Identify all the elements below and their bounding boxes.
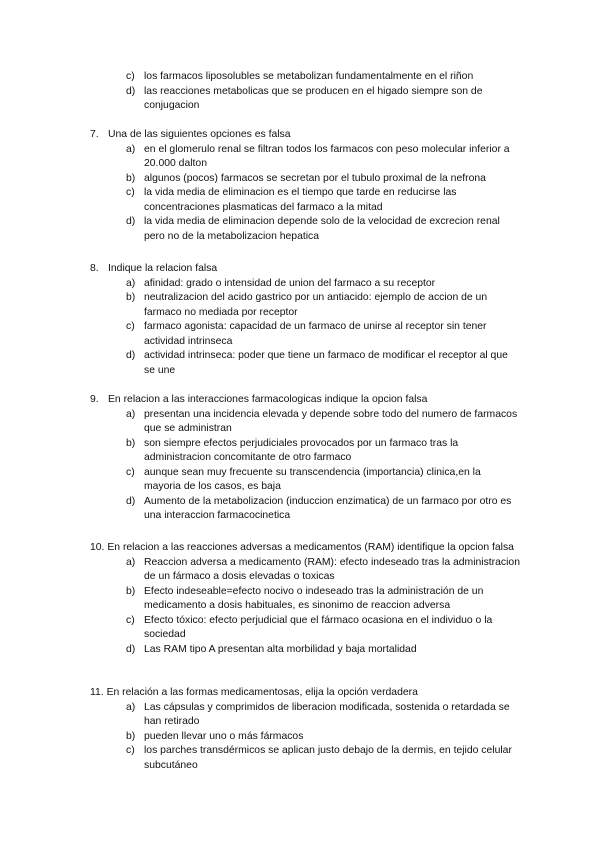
question-number: 10. xyxy=(90,542,105,553)
option-text: los farmacos liposolubles se metabolizan fundamentalmente en el riñon xyxy=(144,71,474,82)
option-item xyxy=(108,437,600,466)
option-text: neutralizacion del acido gastrico por un antiacido: ejemplo de accion de un farmaco no mediada por receptor xyxy=(144,292,488,318)
option-item xyxy=(108,643,600,658)
option-item xyxy=(108,585,600,614)
option-letter: c) xyxy=(126,321,135,332)
option-text: la vida media de eliminacion es el tiempo que tarde en reducirse las concentraciones plasmaticas del farmaco a la mitad xyxy=(144,187,457,213)
question-text: En relación a las formas medicamentosas, elija la opción verdadera xyxy=(106,687,418,698)
option-letter: d) xyxy=(126,85,136,97)
option-text: Las RAM tipo A presentan alta morbilidad y baja mortalidad xyxy=(144,643,417,655)
option-letter: b) xyxy=(126,292,136,303)
option-letter: c) xyxy=(126,187,135,198)
option-letter: c) xyxy=(126,614,135,626)
option-item xyxy=(108,614,600,643)
option-letter: c) xyxy=(126,466,135,478)
question-text: En relacion a las interacciones farmacologicas indique la opcion falsa xyxy=(108,394,428,405)
option-letter: b) xyxy=(126,437,136,449)
option-text: farmaco agonista: capacidad de un farmaco de unirse al receptor sin tener actividad intrinseca xyxy=(144,321,487,347)
question-text: Una de las siguientes opciones es falsa xyxy=(108,129,291,140)
option-text: Efecto tóxico: efecto perjudicial que el fármaco ocasiona en el individuo o la sociedad xyxy=(144,614,493,640)
option-item xyxy=(108,85,600,114)
option-text: pueden llevar uno o más fármacos xyxy=(144,730,304,742)
option-text: actividad intrinseca: poder que tiene un farmaco de modificar el receptor al que se une xyxy=(144,350,508,376)
option-text: los parches transdérmicos se aplican justo debajo de la dermis, en tejido celular subcutáneo xyxy=(144,745,512,771)
option-item xyxy=(108,291,600,320)
option-letter: c) xyxy=(126,745,135,756)
option-item xyxy=(108,408,600,437)
option-letter: a) xyxy=(126,143,136,155)
option-item xyxy=(108,172,600,187)
question-text-wrap xyxy=(90,686,530,701)
option-letter: c) xyxy=(126,71,135,82)
option-letter: a) xyxy=(126,556,136,568)
option-letter: a) xyxy=(126,701,136,713)
question-stem xyxy=(0,262,600,277)
option-item xyxy=(108,186,600,215)
option-item xyxy=(108,349,600,378)
question-number: 9. xyxy=(90,394,99,405)
option-text: son siempre efectos perjudiciales provocados por un farmaco tras la administracion concomitante de otro farmaco xyxy=(144,437,459,463)
option-letter: b) xyxy=(126,585,136,597)
option-text: Reaccion adversa a medicamento (RAM): efecto indeseado tras la administracion de un fármaco a dosis elevadas o toxicas xyxy=(144,556,520,582)
option-text: la vida media de eliminacion depende solo de la velocidad de excrecion renal pero no de la metabolizacion hepatica xyxy=(144,216,500,242)
option-text: aunque sean muy frecuente su transcendencia (importancia) clinica,en la mayoria de los casos, es baja xyxy=(144,466,481,492)
option-letter: d) xyxy=(126,643,136,655)
option-letter: d) xyxy=(126,216,136,227)
option-letter: d) xyxy=(126,350,136,361)
question-stem xyxy=(0,686,600,701)
option-text: algunos (pocos) farmacos se secretan por el tubulo proximal de la nefrona xyxy=(144,172,486,184)
option-text: Efecto indeseable=efecto nocivo o indeseado tras la administración de un medicamento a dosis habituales, es sinonimo de reaccion adversa xyxy=(144,585,484,611)
option-item xyxy=(108,277,600,292)
question-stem xyxy=(0,541,600,556)
option-text: Aumento de la metabolizacion (induccion enzimatica) de un farmaco por otro es una interaccion farmacocinetica xyxy=(144,495,512,521)
option-item xyxy=(108,556,600,585)
option-text: en el glomerulo renal se filtran todos los farmacos con peso molecular inferior a 20.000 dalton xyxy=(144,143,510,169)
continued-options xyxy=(0,70,600,114)
option-letter: d) xyxy=(126,495,136,507)
question-number: 11. xyxy=(90,687,104,698)
option-item xyxy=(108,730,600,745)
option-letter: b) xyxy=(126,172,136,184)
option-item xyxy=(108,320,600,349)
option-letter: b) xyxy=(126,730,136,742)
question-8 xyxy=(0,262,600,378)
question-text: Indique la relacion falsa xyxy=(108,263,218,274)
question-number: 8. xyxy=(90,263,99,274)
option-text: afinidad: grado o intensidad de union del farmaco a su receptor xyxy=(144,277,436,289)
question-9 xyxy=(0,393,600,524)
option-text: Las cápsulas y comprimidos de liberacion modificada, sostenida o retardada se han retirado xyxy=(144,701,510,727)
option-item xyxy=(108,215,600,244)
option-item xyxy=(108,744,600,773)
question-7 xyxy=(0,128,600,244)
option-item xyxy=(108,701,600,730)
question-11 xyxy=(0,686,600,773)
question-stem xyxy=(0,393,600,408)
option-item xyxy=(108,143,600,172)
option-item xyxy=(108,495,600,524)
option-letter: a) xyxy=(126,277,136,289)
option-item xyxy=(108,70,600,85)
option-letter: a) xyxy=(126,408,136,420)
option-text: presentan una incidencia elevada y depende sobre todo del numero de farmacos que se administran xyxy=(144,408,518,434)
option-text: las reacciones metabolicas que se producen en el higado siempre son de conjugacion xyxy=(144,85,483,111)
question-number: 7. xyxy=(90,129,99,140)
question-10 xyxy=(0,541,600,657)
question-text-wrap xyxy=(90,541,530,556)
option-item xyxy=(108,466,600,495)
question-stem xyxy=(0,128,600,143)
question-text: En relacion a las reacciones adversas a medicamentos (RAM) identifique la opcion falsa xyxy=(107,542,514,553)
